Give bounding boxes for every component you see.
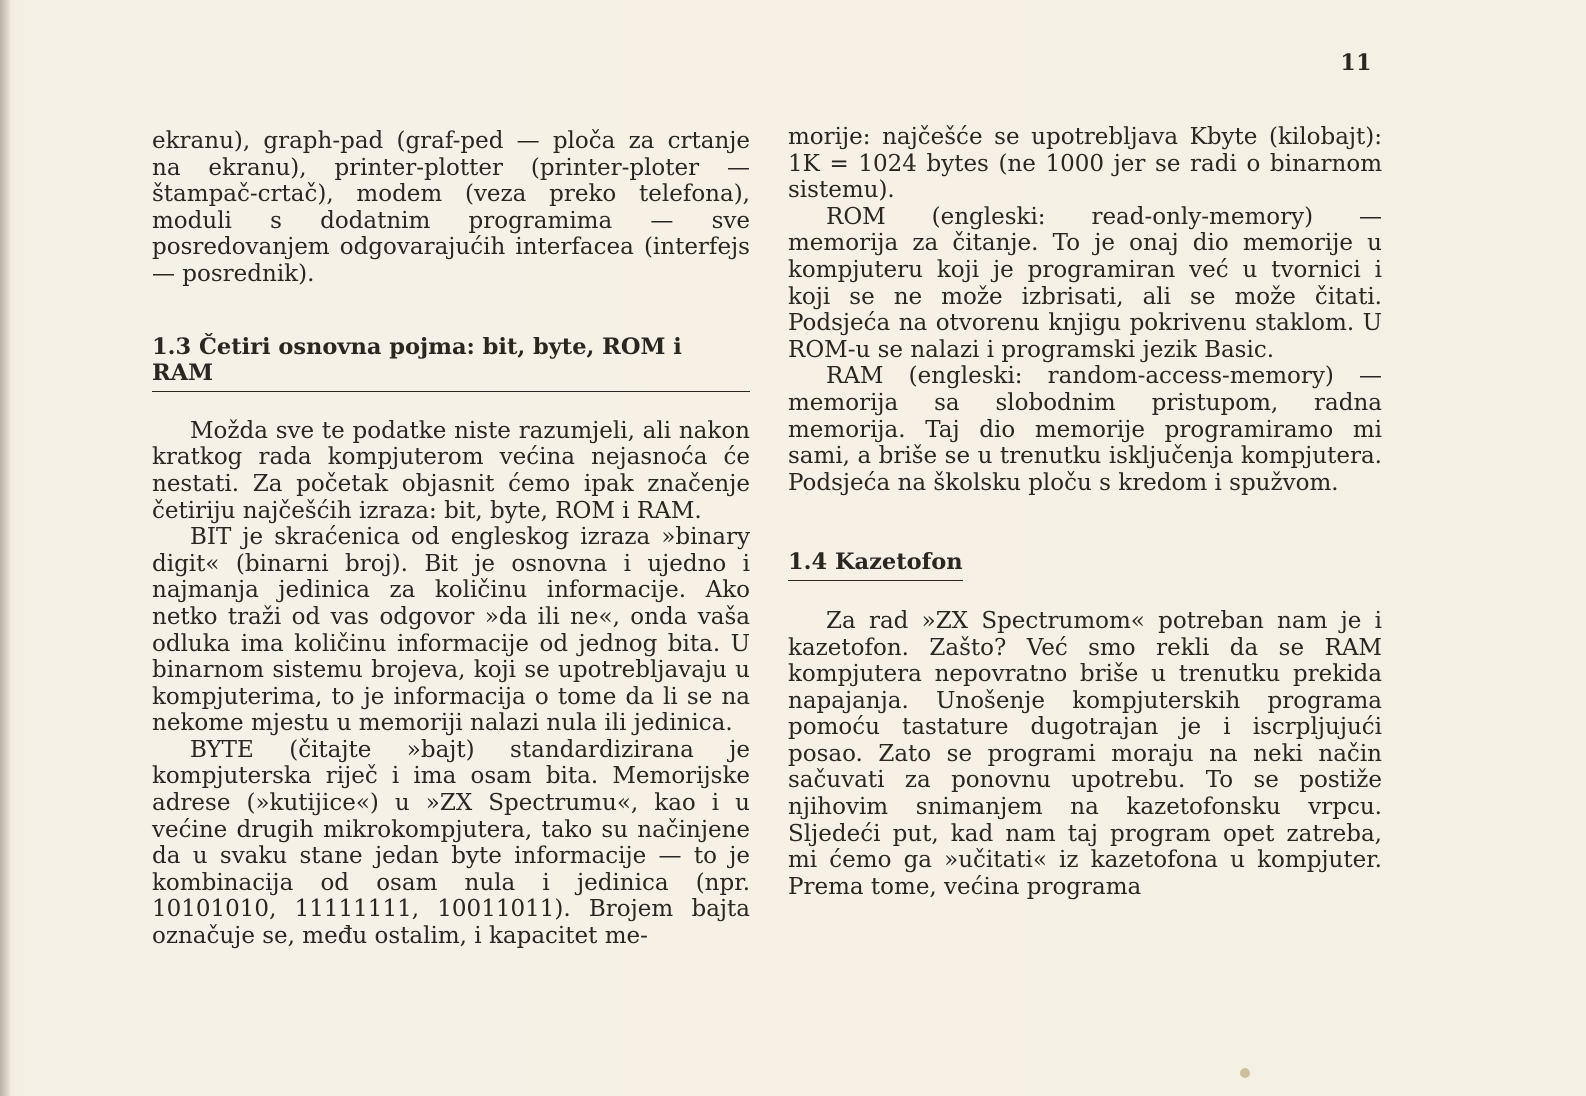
right-column <box>788 124 1382 900</box>
paper-spot <box>1240 1068 1250 1078</box>
paragraph-intro-terms: Možda sve te podatke niste razumjeli, ali nakon kratkog rada kompjuterom većina nejasnoća će nestati. Za početak objasnit ćemo ipak značenje četiriju najčešćih izraza: bit, byte, ROM i RAM. <box>152 417 750 524</box>
page-number: 11 <box>1340 50 1372 76</box>
paragraph-byte: BYTE (čitajte »bajt) standardizirana je kompjuterska riječ i ima osam bita. Memorijske adrese (»kutijice«) u »ZX Spectrumu«, kao i u većine drugih mikrokompjutera, tako su načinjene da u svaku stane jedan byte informacije — to je kombinacija od osam nula i jedinica (npr. 10101010, 11111111, 10011011). Brojem bajta označuje se, među ostalim, i kapacitet me- <box>152 736 750 950</box>
section-heading-1-3: 1.3 Četiri osnovna pojma: bit, byte, ROM i RAM <box>152 334 750 392</box>
page-spine-shadow <box>0 0 10 1096</box>
paragraph-rom: ROM (engleski: read-only-memory) — memorija za čitanje. To je onaj dio memorije u kompjuteru koji je programiran već u tvornici i koji se ne može izbrisati, ali se može čitati. Podsjeća na otvorenu knjigu pokrivenu staklom. U ROM-u se nalazi i programski jezik Basic. <box>788 203 1382 363</box>
intro-paragraph: ekranu), graph-pad (graf-ped — ploča za crtanje na ekranu), printer-plotter (printer-ploter — štampač-crtač), modem (veza preko telefona), moduli s dodatnim programima — sve posredovanjem odgovarajućih interfacea (interfejs — posrednik). <box>152 128 750 287</box>
section-heading-1-4: 1.4 Kazetofon <box>788 549 963 581</box>
paragraph-ram: RAM (engleski: random-access-memory) — memorija sa slobodnim pristupom, radna memorija. Taj dio memorije programiramo mi sami, a briše se u trenutku isključenja kompjutera. Podsjeća na školsku ploču s kredom i spužvom. <box>788 363 1382 496</box>
paragraph-kazetofon: Za rad »ZX Spectrumom« potreban nam je i kazetofon. Zašto? Već smo rekli da se RAM kompjutera nepovratno briše u trenutku prekida napajanja. Unošenje kompjuterskih programa pomoću tastature dugotrajan je i iscrpljujući posao. Zato se programi moraju na neki način sačuvati za ponovnu upotrebu. To se postiže njihovim snimanjem na kazetofonsku vrpcu. Sljedeći put, kad nam taj program opet zatreba, mi ćemo ga »učitati« iz kazetofona u kompjuter. Prema tome, većina programa <box>788 607 1382 900</box>
paragraph-memory-continuation: morije: najčešće se upotrebljava Kbyte (kilobajt): 1K = 1024 bytes (ne 1000 jer se radi o binarnom sistemu). <box>788 124 1382 204</box>
left-column <box>152 128 750 950</box>
paragraph-bit: BIT je skraćenica od engleskog izraza »binary digit« (binarni broj). Bit je osnovna i ujedno i najmanja jedinica za količinu informacije. Ako netko traži od vas odgovor »da ili ne«, onda vaša odluka ima količinu informacije od jednog bita. U binarnom sistemu brojeva, koji se upotrebljavaju u kompjuterima, to je informacija o tome da li se na nekome mjestu u memoriji nalazi nula ili jedinica. <box>152 524 750 737</box>
